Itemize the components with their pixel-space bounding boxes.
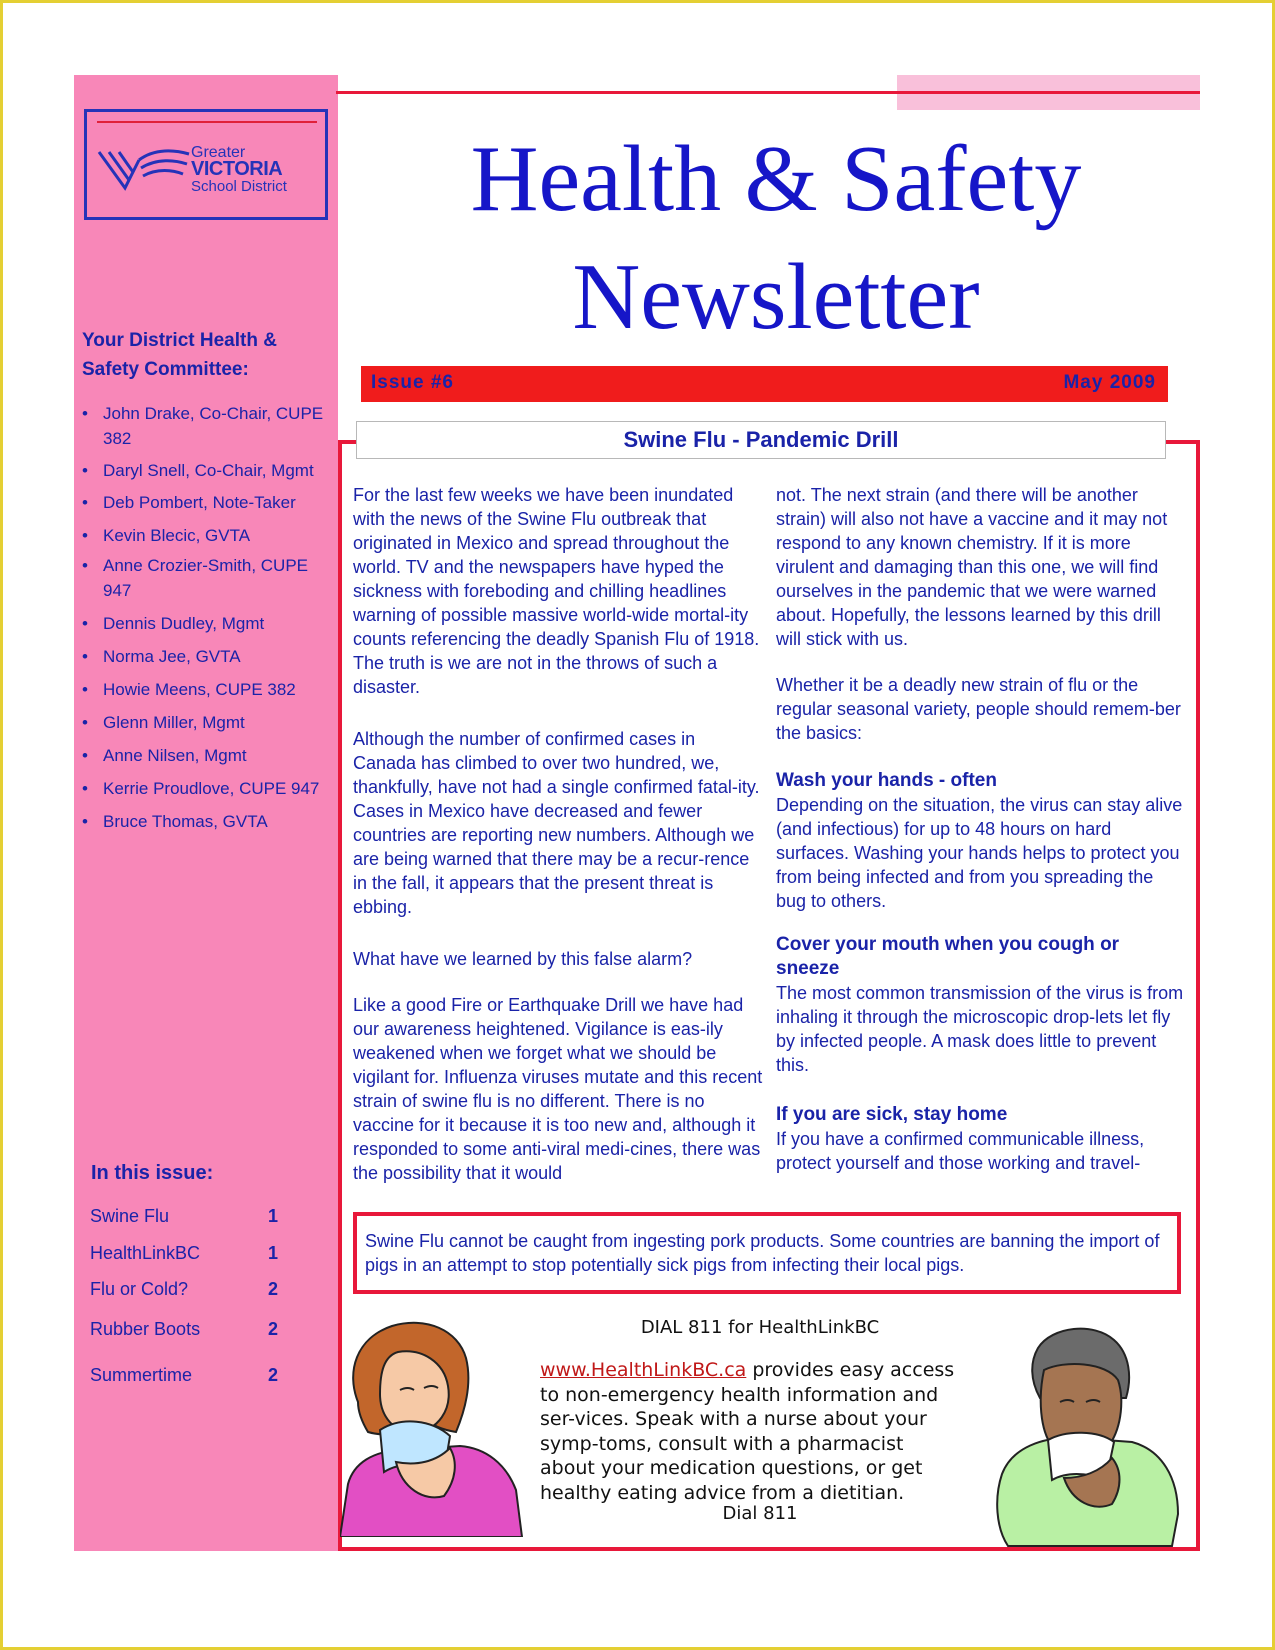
title-line-2: Newsletter (572, 245, 980, 349)
toc-page: 2 (268, 1365, 279, 1385)
committee-member: • Norma Jee, GVTA (82, 644, 332, 669)
healthlink-text (540, 1358, 960, 1505)
article-column-2 (776, 483, 1186, 1175)
committee-member: • Anne Nilsen, Mgmt (82, 743, 332, 768)
toc-page: 1 (268, 1206, 279, 1226)
article-paragraph: not. The next strain (and there will be another strain) will also not have a vaccine and it may not respond to any known chemistry. If it is more virulent and damaging than this one, we will find ourselves in the pandemic that we were warned about. Hopefully, the lessons learned by this drill will stick with us. (776, 485, 1168, 649)
logo-line-3: School District (191, 178, 287, 195)
issue-number: Issue #6 (371, 372, 454, 393)
tip-heading: Wash your hands - often (776, 770, 997, 791)
pork-fact-callout: Swine Flu cannot be caught from ingesting pork products. Some countries are banning the import of pigs in an attempt to stop potentially sick pigs from infecting their local pigs. (353, 1212, 1181, 1294)
article-paragraph: Although the number of confirmed cases in Canada has climbed to over two hundred, we, thankfully, have not had a single confirmed fatal-ity. Cases in Mexico have decreased and fewer countries are reporting new numbers. Although we are being warned that there may be a recur-rence in the fall, it appears that the present threat is ebbing. (353, 729, 760, 917)
toc-page: 2 (268, 1279, 279, 1299)
woman-sneezing-illustration (340, 1312, 530, 1537)
healthlink-description: provides easy access to non-emergency health information and ser-vices. Speak with a nurse about your symp-toms, consult with a pharmacist about your medication questions, or get healthy eating advice from a dietitian. (540, 1359, 955, 1504)
tip-heading: Cover your mouth when you cough or sneeze (776, 934, 1120, 979)
toc-page: 2 (268, 1319, 279, 1339)
newsletter-title (338, 120, 1214, 356)
header-rule (336, 91, 1200, 94)
toc-label: Flu or Cold? (90, 1279, 189, 1299)
committee-member: • Glenn Miller, Mgmt (82, 710, 332, 735)
committee-heading-line-1: Your District Health & (82, 330, 277, 351)
committee-member: • Kevin Blecic, GVTA (82, 523, 332, 548)
toc-label: Swine Flu (90, 1206, 170, 1226)
logo-line-2: VICTORIA (191, 158, 283, 180)
toc-label: HealthLinkBC (90, 1243, 201, 1263)
tip-text: If you have a confirmed communicable illness, protect yourself and those working and travel- (776, 1129, 1145, 1173)
article-paragraph: What have we learned by this false alarm? (353, 949, 693, 969)
committee-member: • John Drake, Co-Chair, CUPE 382 (82, 401, 332, 451)
issue-bar (361, 366, 1168, 402)
toc-label: Rubber Boots (90, 1319, 201, 1339)
logo-line-1: Greater (191, 144, 246, 161)
healthlink-heading: DIAL 811 for HealthLinkBC (640, 1317, 880, 1338)
committee-member: • Daryl Snell, Co-Chair, Mgmt (82, 458, 332, 483)
greater-victoria-logo-icon (95, 144, 191, 196)
committee-heading (82, 326, 332, 384)
committee-member: • Howie Meens, CUPE 382 (82, 677, 332, 702)
committee-member: • Deb Pombert, Note-Taker (82, 490, 332, 515)
committee-member: • Dennis Dudley, Mgmt (82, 611, 332, 636)
healthlink-url-link[interactable]: www.HealthLinkBC.ca (540, 1359, 747, 1381)
article-paragraph: Whether it be a deadly new strain of flu or the regular seasonal variety, people should remem-ber the basics: (776, 675, 1181, 743)
committee-member: • Bruce Thomas, GVTA (82, 809, 332, 834)
article-title: Swine Flu - Pandemic Drill (356, 421, 1166, 459)
man-sneezing-illustration (982, 1318, 1182, 1550)
article-paragraph: Like a good Fire or Earthquake Drill we have had our awareness heightened. Vigilance is eas-ily weakened when we forget what we should be vigilant for. Influenza viruses mutate and this recent strain of swine flu is no different. There is no vaccine for it because it is too new and, although it responded to some anti-viral medi-cines, there was the possibility that it would (353, 995, 763, 1183)
article-paragraph: For the last few weeks we have been inundated with the news of the Swine Flu outbreak that originated in Mexico and spread throughout the world. TV and the newspapers have hyped the sickness with foreboding and chilling headlines warning of possible massive world-wide mortal-ity counts referencing the deadly Spanish Flu of 1918. The truth is we are not in the throws of such a disaster. (353, 485, 760, 697)
issue-date: May 2009 (1063, 372, 1156, 393)
article-column-1 (353, 483, 763, 1185)
toc-label: Summertime (90, 1365, 193, 1385)
in-this-issue-heading: In this issue: (91, 1162, 214, 1184)
toc-page: 1 (268, 1243, 279, 1263)
committee-member: • Anne Crozier-Smith, CUPE 947 (82, 553, 332, 603)
logo-divider (97, 121, 317, 123)
committee-list (82, 401, 332, 834)
dial-811-footer: Dial 811 (722, 1503, 798, 1524)
tip-text: Depending on the situation, the virus can stay alive (and infectious) for up to 48 hours on hard surfaces. Washing your hands helps to protect you from being infected and from you spreading the bug to others. (776, 795, 1183, 911)
district-logo (84, 109, 328, 220)
committee-member: • Kerrie Proudlove, CUPE 947 (82, 776, 332, 801)
logo-wordmark (191, 144, 287, 195)
tip-text: The most common transmission of the virus is from inhaling it through the microscopic drop-lets let fly by infected people. A mask does little to prevent this. (776, 983, 1184, 1075)
title-line-1: Health & Safety (470, 127, 1082, 231)
tip-heading: If you are sick, stay home (776, 1104, 1008, 1125)
committee-heading-line-2: Safety Committee: (82, 359, 249, 380)
